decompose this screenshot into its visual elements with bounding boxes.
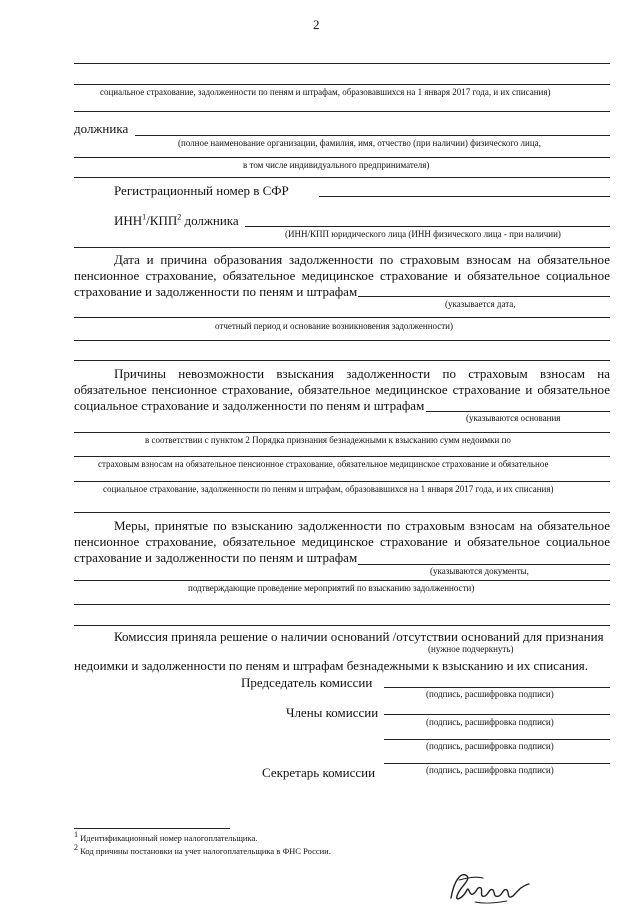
impossibility-line[interactable] [426, 411, 610, 412]
secretary-signature-line[interactable] [384, 763, 610, 764]
inn-divider [74, 247, 610, 248]
header-blank-line-2 [74, 84, 610, 85]
sfr-label: Регистрационный номер в СФР [114, 183, 289, 198]
decision-hint: (нужное подчеркнуть) [428, 644, 514, 654]
footnote-separator [74, 828, 230, 829]
decision-line-2: недоимки и задолженности по пеням и штрафам безнадежными к взысканию и их списания. [74, 658, 589, 673]
debtor-hint-2: в том числе индивидуального предпринимателя) [243, 160, 430, 170]
date-reason-text: Дата и причина образования задолженности по страховым взносам на обязательное пенсионное страхование, обязательное медицинское страхование и обязательное социальное страхование и задолженности по пеням и штрафам [74, 252, 610, 299]
debtor-hint-1: (полное наименование организации, фамилия, имя, отчество (при наличии) физического лица, [178, 138, 541, 148]
member-signature-hint-1: (подпись, расшифровка подписи) [426, 717, 554, 727]
impossibility-hint-4: социальное страхование, задолженности по пеням и штрафам, образовавшихся на 1 января 2017 года, и их списания) [103, 484, 554, 494]
members-label: Члены комиссии [286, 705, 379, 720]
member-signature-hint-2: (подпись, расшифровка подписи) [426, 741, 554, 751]
debtor-divider [74, 177, 610, 178]
chairman-label: Председатель комиссии [241, 675, 373, 690]
impossibility-line-2[interactable] [74, 432, 610, 433]
date-reason-line[interactable] [358, 296, 610, 297]
measures-hint-1: (указываются документы, [430, 566, 529, 576]
inn-label: ИНН$^1$/КПП$^2$ должника [114, 212, 239, 228]
measures-divider [74, 625, 610, 626]
measures-hint-2: подтверждающие проведение мероприятий по взысканию задолженности) [188, 583, 475, 593]
debtor-label: должника [74, 121, 129, 136]
page-number: 2 [313, 17, 320, 32]
debtor-name-line-2[interactable] [74, 157, 610, 158]
measures-line-2[interactable] [74, 580, 610, 581]
header-divider [74, 111, 610, 112]
measures-line-3[interactable] [74, 604, 610, 605]
impossibility-text: Причины невозможности взыскания задолженности по страховым взносам на обязательное пенсионное страхование, обязательное медицинское страхование и обязательное социальное страхование и задолженности по пеням и штрафам [74, 366, 610, 413]
decision-line-1: Комиссия приняла решение о наличии оснований /отсутствии оснований для признания [114, 629, 604, 644]
impossibility-divider [74, 512, 610, 513]
impossibility-hint-2: в соответствии с пунктом 2 Порядка признания безнадежными к взысканию сумм недоимки по [145, 435, 511, 445]
inn-line[interactable] [245, 226, 610, 227]
date-reason-hint-2: отчетный период и основание возникновения задолженности) [215, 321, 453, 331]
member-signature-line-1[interactable] [384, 714, 610, 715]
impossibility-hint-3: страховым взносам на обязательное пенсионное страхование, обязательное медицинское страхование и обязательное [98, 459, 549, 469]
footnote-2: 2 Код причины постановки на учет налогоплательщика в ФНС России. [74, 843, 331, 856]
debtor-name-line[interactable] [135, 135, 610, 136]
secretary-signature-hint: (подпись, расшифровка подписи) [426, 765, 554, 775]
impossibility-hint-1: (указываются основания [466, 413, 561, 423]
header-blank-line [74, 63, 610, 64]
date-reason-hint-1: (указывается дата, [445, 299, 516, 309]
footnote-1: 1 Идентификационный номер налогоплательщика. [74, 830, 258, 843]
header-caption: социальное страхование, задолженности по пеням и штрафам, образовавшихся на 1 января 2017 года, и их списания) [100, 87, 551, 97]
measures-line[interactable] [358, 564, 610, 565]
handwritten-signature-image [445, 868, 535, 908]
member-signature-line-2[interactable] [384, 739, 610, 740]
chairman-signature-line[interactable] [384, 687, 610, 688]
sfr-number-line[interactable] [319, 196, 610, 197]
date-reason-divider [74, 360, 610, 361]
chairman-signature-hint: (подпись, расшифровка подписи) [426, 689, 554, 699]
impossibility-line-4[interactable] [74, 481, 610, 482]
secretary-label: Секретарь комиссии [262, 765, 376, 780]
impossibility-line-3[interactable] [74, 456, 610, 457]
measures-text: Меры, принятые по взысканию задолженности по страховым взносам на обязательное пенсионное страхование, обязательное медицинское страхование и обязательное социальное страхование и задолженности по пеням и штрафам [74, 518, 610, 565]
date-reason-line-2[interactable] [74, 317, 610, 318]
inn-hint: (ИНН/КПП юридического лица (ИНН физического лица - при наличии) [285, 229, 561, 239]
date-reason-line-3[interactable] [74, 340, 610, 341]
